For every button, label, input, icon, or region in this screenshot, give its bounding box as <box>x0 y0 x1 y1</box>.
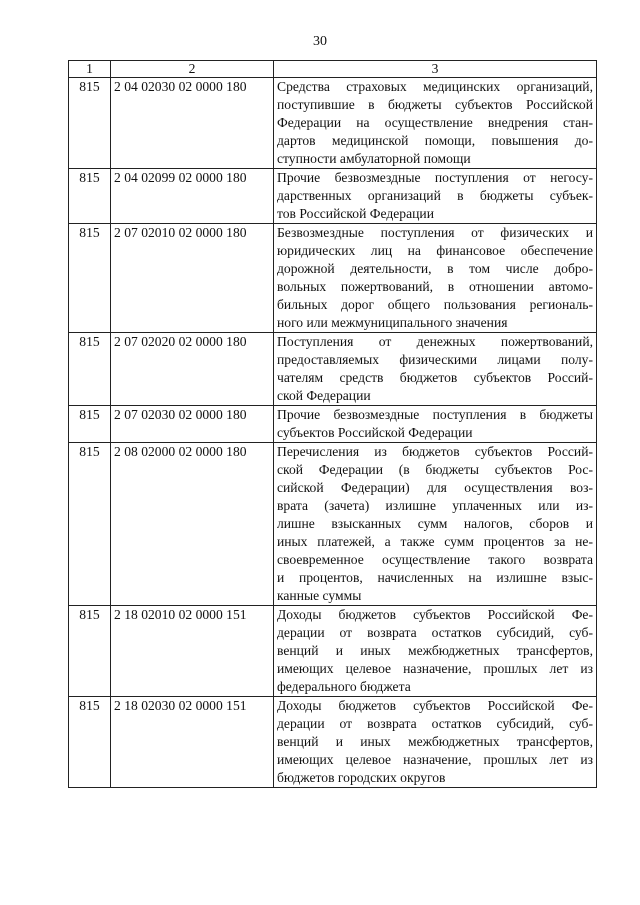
description-line: вольных пожертвований, в отношении автомо- <box>277 279 593 294</box>
description-line: Прочие безвозмездные поступления от негосу- <box>277 170 593 185</box>
table-row <box>69 169 597 224</box>
description-line: юридических лиц на финансовое обеспечение <box>277 243 593 258</box>
description-line: врата (зачета) излишне уплаченных или из- <box>277 498 593 513</box>
table-body <box>69 78 597 788</box>
description-cell <box>274 406 597 443</box>
table-row <box>69 606 597 697</box>
description-line: Доходы бюджетов субъектов Российской Фе- <box>277 698 593 713</box>
table-row <box>69 333 597 406</box>
description-line: федерального бюджета <box>277 679 411 694</box>
column-header-2: 2 <box>111 61 274 78</box>
description-line: венций и иных межбюджетных трансфертов, <box>277 643 593 658</box>
description-line: поступившие в бюджеты субъектов Российской <box>277 97 593 112</box>
description-line: бильных дорог общего пользования региональ- <box>277 297 593 312</box>
description-line: иных платежей, а также сумм процентов за не- <box>277 534 593 549</box>
description-line: предоставляемых физическими лицами полу- <box>277 352 593 367</box>
description-line: ской Федерации (в бюджеты субъектов Рос- <box>277 462 593 477</box>
table-row <box>69 697 597 788</box>
description-line: сийской Федерации) для осуществления воз- <box>277 480 593 495</box>
description-cell <box>274 606 597 697</box>
admin-code-cell: 815 <box>69 333 111 406</box>
description-line: Доходы бюджетов субъектов Российской Фе- <box>277 607 593 622</box>
description-line: Прочие безвозмездные поступления в бюджеты <box>277 407 593 422</box>
header-row <box>69 61 597 78</box>
description-line: дерации от возврата остатков субсидий, суб- <box>277 716 593 731</box>
description-line: Федерации на осуществление внедрения стан- <box>277 115 593 130</box>
budget-code-cell: 2 18 02030 02 0000 151 <box>111 697 274 788</box>
description-line: субъектов Российской Федерации <box>277 425 473 440</box>
description-line: имеющих целевое назначение, прошлых лет из <box>277 752 593 767</box>
description-line: лишне взысканных сумм налогов, сборов и <box>277 516 593 531</box>
admin-code-cell: 815 <box>69 224 111 333</box>
description-cell <box>274 697 597 788</box>
budget-code-cell: 2 07 02020 02 0000 180 <box>111 333 274 406</box>
budget-code-cell: 2 08 02000 02 0000 180 <box>111 443 274 606</box>
description-line: канные суммы <box>277 588 362 603</box>
table-row <box>69 78 597 169</box>
page-number: 30 <box>313 34 327 49</box>
description-line: дорожной деятельности, в том числе добро- <box>277 261 593 276</box>
description-cell <box>274 224 597 333</box>
admin-code-cell: 815 <box>69 697 111 788</box>
budget-classification-table <box>68 60 597 788</box>
description-cell <box>274 443 597 606</box>
description-cell <box>274 333 597 406</box>
description-line: венций и иных межбюджетных трансфертов, <box>277 734 593 749</box>
description-line: и процентов, начисленных на излишне взыс- <box>277 570 593 585</box>
description-line: ступности амбулаторной помощи <box>277 151 471 166</box>
column-header-3: 3 <box>274 61 597 78</box>
description-line: Средства страховых медицинских организаций, <box>277 79 593 94</box>
admin-code-cell: 815 <box>69 78 111 169</box>
budget-code-cell: 2 07 02010 02 0000 180 <box>111 224 274 333</box>
admin-code-cell: 815 <box>69 169 111 224</box>
description-line: дарственных организаций в бюджеты субъек- <box>277 188 593 203</box>
admin-code-cell: 815 <box>69 606 111 697</box>
description-line: бюджетов городских округов <box>277 770 446 785</box>
description-line: Перечисления из бюджетов субъектов Россий- <box>277 444 593 459</box>
description-line: имеющих целевое назначение, прошлых лет из <box>277 661 593 676</box>
description-line: ного или межмуниципального значения <box>277 315 508 330</box>
budget-code-cell: 2 04 02030 02 0000 180 <box>111 78 274 169</box>
budget-code-cell: 2 04 02099 02 0000 180 <box>111 169 274 224</box>
description-line: чателям средств бюджетов субъектов Россий- <box>277 370 593 385</box>
budget-code-cell: 2 07 02030 02 0000 180 <box>111 406 274 443</box>
description-cell <box>274 78 597 169</box>
description-cell <box>274 169 597 224</box>
description-line: дартов медицинской помощи, повышения до- <box>277 133 593 148</box>
description-line: своевременное осуществление такого возврата <box>277 552 593 567</box>
description-line: ской Федерации <box>277 388 371 403</box>
budget-code-cell: 2 18 02010 02 0000 151 <box>111 606 274 697</box>
table-row <box>69 224 597 333</box>
admin-code-cell: 815 <box>69 406 111 443</box>
description-line: тов Российской Федерации <box>277 206 434 221</box>
description-line: Безвозмездные поступления от физических и <box>277 225 593 240</box>
description-line: дерации от возврата остатков субсидий, суб- <box>277 625 593 640</box>
table-row <box>69 406 597 443</box>
table-row <box>69 443 597 606</box>
admin-code-cell: 815 <box>69 443 111 606</box>
description-line: Поступления от денежных пожертвований, <box>277 334 593 349</box>
column-header-1: 1 <box>69 61 111 78</box>
